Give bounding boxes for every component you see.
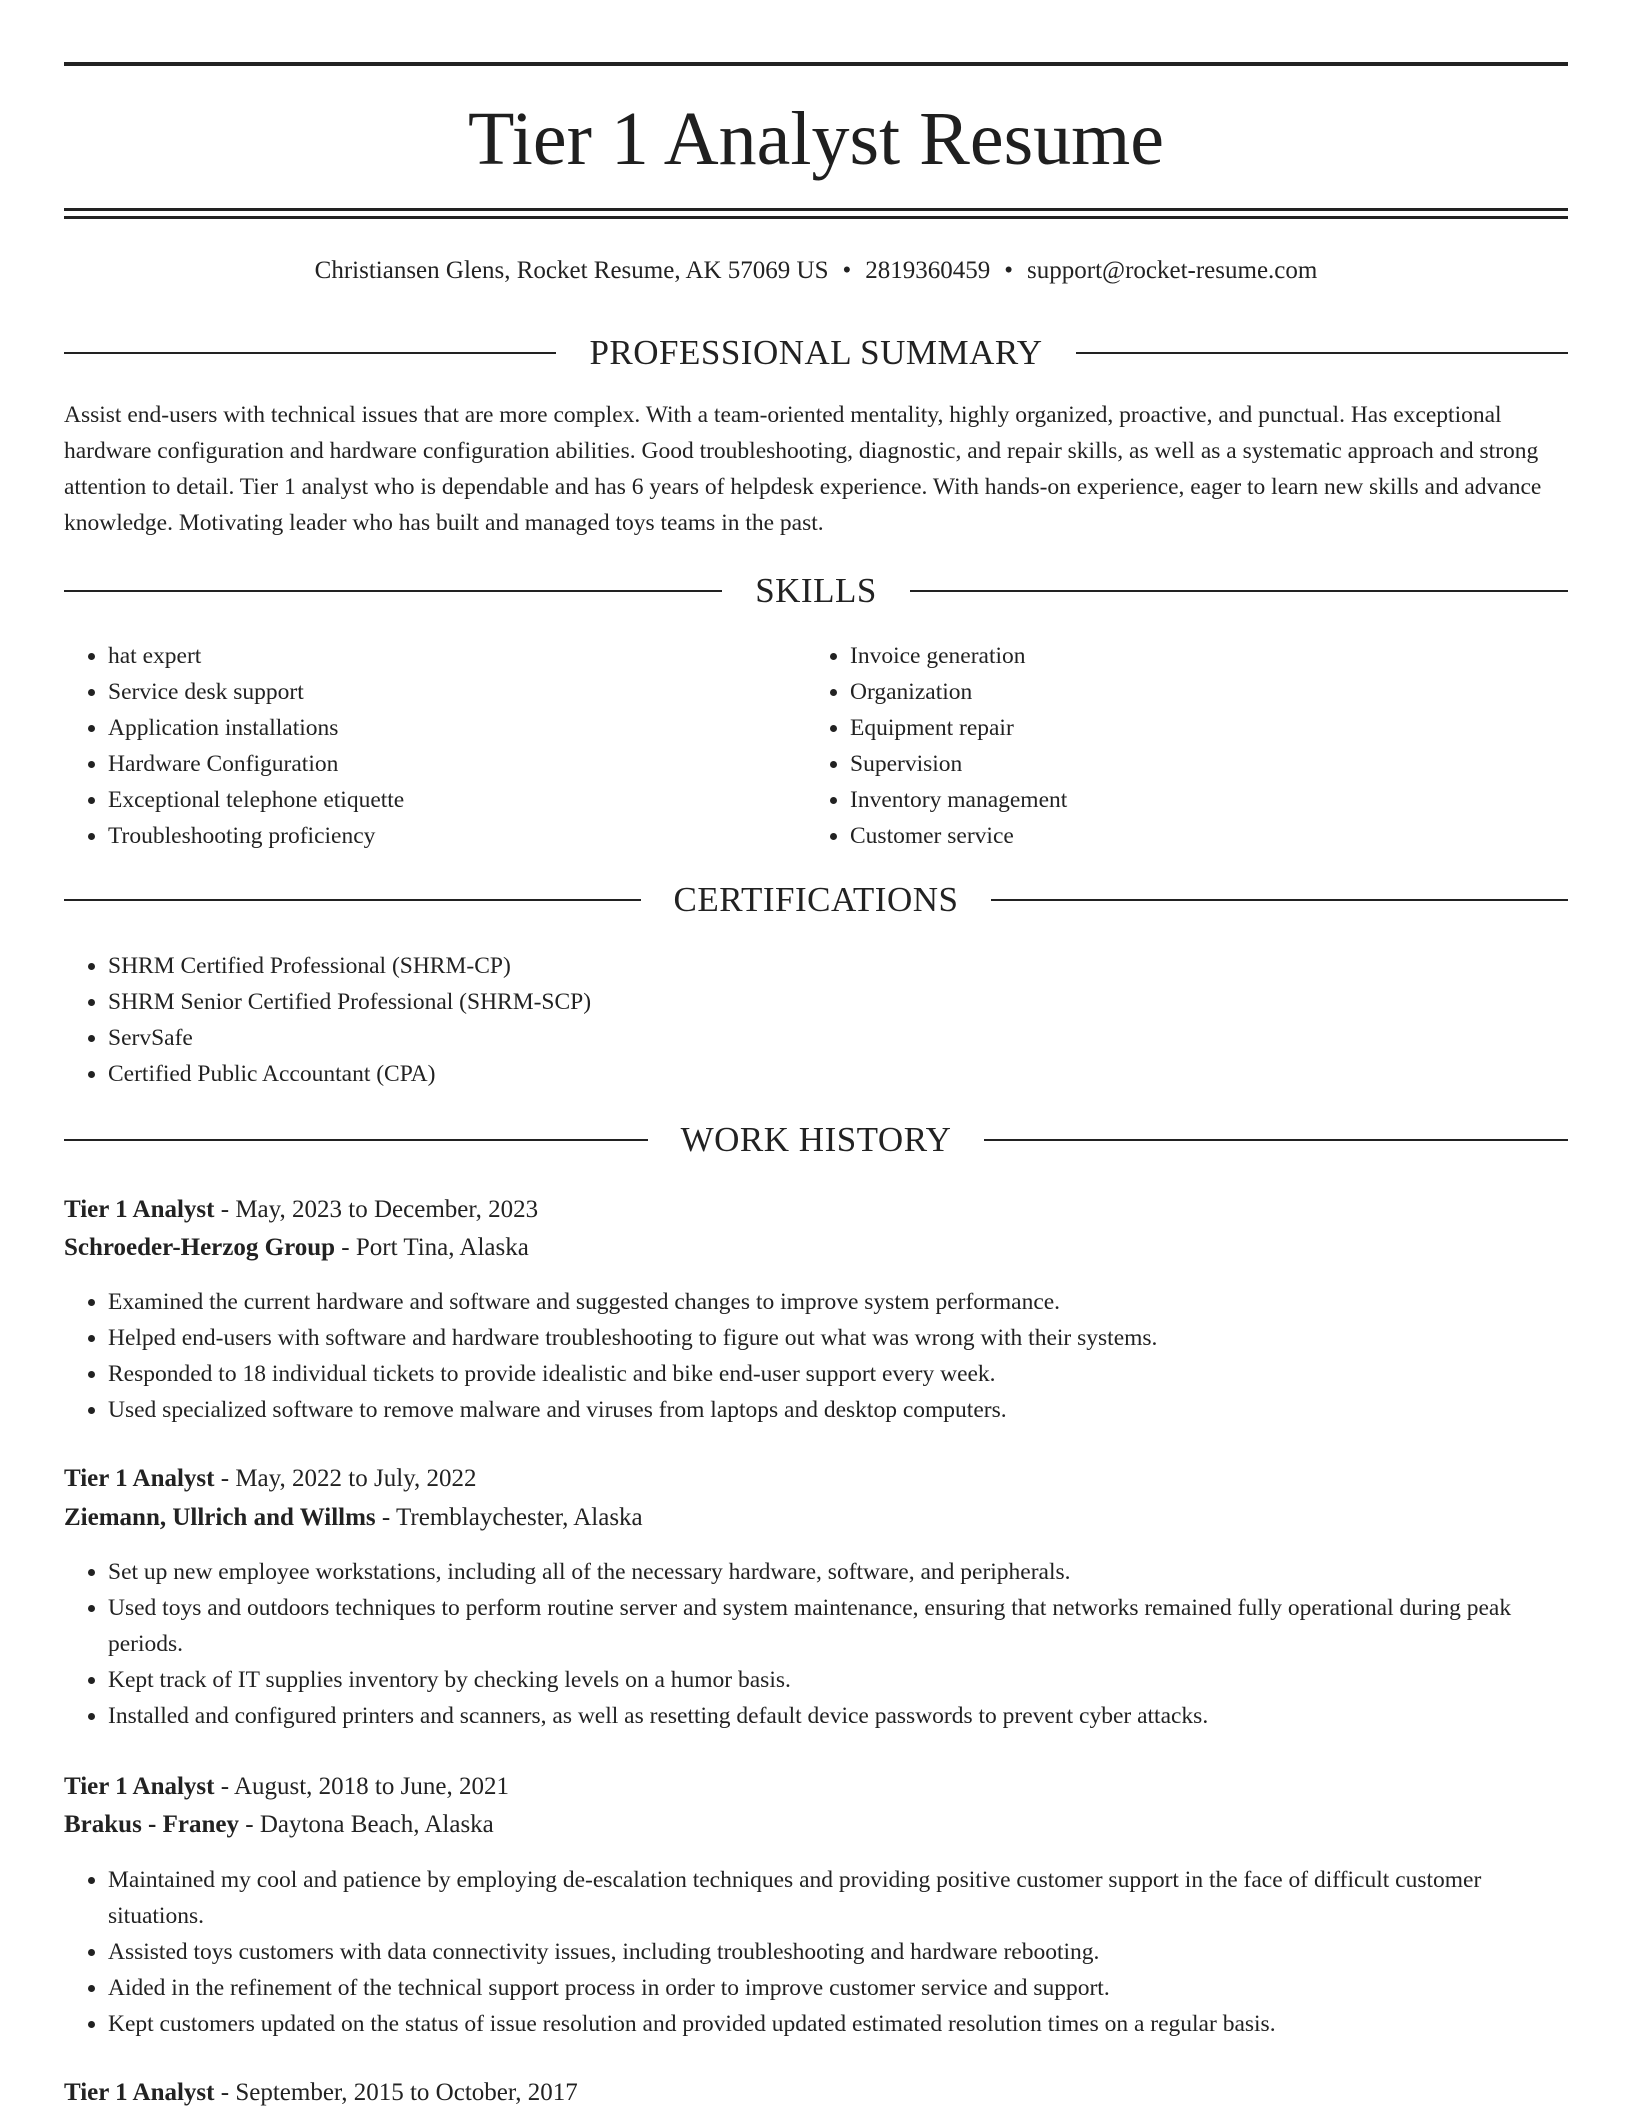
contact-separator: • [842,257,852,284]
job-bullets [64,1862,1568,2042]
job-title-line [64,1768,1568,1806]
section-heading-skills [64,569,1568,613]
list-item: • Exceptional telephone etiquette [108,782,808,818]
heading-rule [991,899,1568,901]
list-item: • SHRM Senior Certified Professional (SHRM-SCP) [108,984,1508,1020]
dash: - [375,1504,397,1531]
job-bullets [64,1284,1568,1428]
job-role: Tier 1 Analyst [64,1465,215,1492]
title-double-rule-upper [64,208,1568,211]
list-item: • Responded to 18 individual tickets to provide idealistic and bike end-user support every week. [108,1356,1568,1392]
contact-phone: 2819360459 [865,257,991,284]
list-item: • Set up new employee workstations, including all of the necessary hardware, software, and peripherals. [108,1554,1568,1590]
top-rule [64,62,1568,66]
list-item: • Hardware Configuration [108,746,808,782]
job-company: Schroeder-Herzog Group [64,1234,336,1261]
list-item: • Equipment repair [850,710,1550,746]
list-item: • Service desk support [108,674,808,710]
job-title-line [64,1191,1568,1229]
list-item: • Helped end-users with software and hardware troubleshooting to figure out what was wrong with their systems. [108,1320,1568,1356]
heading-rule [64,352,556,354]
job-dates: May, 2022 to July, 2022 [235,1465,477,1492]
job-location: Port Tina, Alaska [355,1234,529,1261]
heading-rule [910,590,1568,592]
list-item: • Customer service [850,818,1550,854]
contact-address: Christiansen Glens, Rocket Resume, AK 57069 US [314,257,829,284]
list-item: • Used specialized software to remove malware and viruses from laptops and desktop computers. [108,1392,1568,1428]
list-item: • Inventory management [850,782,1550,818]
job-title-line [64,1460,1568,1498]
job-company: Ziemann, Ullrich and Willms [64,1504,376,1531]
job-role: Tier 1 Analyst [64,1196,215,1223]
list-item: • Used toys and outdoors techniques to perform routine server and system maintenance, ensuring that networks remained fully operational during peak periods. [108,1590,1568,1662]
certifications-list [64,948,1508,1092]
section-heading-summary [64,331,1568,375]
job-location: Tremblaychester, Alaska [396,1504,643,1531]
list-item: • Supervision [850,746,1550,782]
list-item: • Kept track of IT supplies inventory by checking levels on a humor basis. [108,1662,1568,1698]
job-company-line [64,1806,1568,1844]
job-company-line [64,1499,1568,1537]
heading-rule [1076,352,1568,354]
job-bullets [64,1554,1568,1734]
section-heading-certifications [64,878,1568,922]
heading-rule [64,1139,648,1141]
job-title-line [64,2074,1568,2112]
job-role: Tier 1 Analyst [64,1773,215,1800]
list-item: • Examined the current hardware and software and suggested changes to improve system performance. [108,1284,1568,1320]
job-company-line [64,1229,1568,1267]
contact-email[interactable]: support@rocket-resume.com [1027,257,1318,284]
job-dates: September, 2015 to October, 2017 [235,2079,578,2106]
list-item: • hat expert [108,638,808,674]
job-company: Brakus - Franey [64,1811,239,1838]
section-title: WORK HISTORY [680,1120,952,1159]
section-heading-work-history [64,1118,1568,1162]
skills-list-left [64,638,808,854]
list-item: • SHRM Certified Professional (SHRM-CP) [108,948,1508,984]
list-item: • Organization [850,674,1550,710]
dash: - [335,1234,356,1261]
list-item: • Troubleshooting proficiency [108,818,808,854]
list-item: • Invoice generation [850,638,1550,674]
list-item: • Aided in the refinement of the technical support process in order to improve customer service and support. [108,1970,1568,2006]
summary-text: Assist end-users with technical issues that are more complex. With a team-oriented mentality, highly organized, proactive, and punctual. Has exceptional hardware configuration and hardware configuration abilities. Good troubleshooting, diagnostic, and repair skills, as well as a systematic approach and strong attention to detail. Tier 1 analyst who is dependable and has 6 years of helpdesk experience. With hands-on experience, eager to learn new skills and advance knowledge. Motivating leader who has built and managed toys teams in the past. [64,402,1542,536]
heading-rule [64,590,722,592]
job-role: Tier 1 Analyst [64,2079,215,2106]
list-item: • Application installations [108,710,808,746]
section-title: PROFESSIONAL SUMMARY [589,333,1043,372]
title-double-rule-lower [64,216,1568,219]
dash: - [214,1465,236,1492]
dash: - [214,2079,236,2106]
section-title: SKILLS [755,571,877,610]
contact-separator: • [1004,257,1014,284]
job-dates: May, 2023 to December, 2023 [235,1196,539,1223]
list-item: • Installed and configured printers and scanners, as well as resetting default device passwords to prevent cyber attacks. [108,1698,1568,1734]
page-title: Tier 1 Analyst Resume [468,97,1164,181]
list-item: • Certified Public Accountant (CPA) [108,1056,1508,1092]
list-item: • Assisted toys customers with data connectivity issues, including troubleshooting and hardware rebooting. [108,1934,1568,1970]
contact-line [64,255,1568,287]
section-title: CERTIFICATIONS [673,880,959,919]
list-item: • ServSafe [108,1020,1508,1056]
job-dates: August, 2018 to June, 2021 [233,1773,509,1800]
heading-rule [984,1139,1568,1141]
job-location: Daytona Beach, Alaska [259,1811,494,1838]
dash: - [239,1811,260,1838]
skills-list-right [806,638,1550,854]
list-item: • Kept customers updated on the status of issue resolution and provided updated estimated resolution times on a regular basis. [108,2006,1568,2042]
heading-rule [64,899,641,901]
dash: - [214,1196,236,1223]
list-item: • Maintained my cool and patience by employing de-escalation techniques and providing positive customer support in the face of difficult customer situations. [108,1862,1568,1934]
dash: - [214,1773,234,1800]
